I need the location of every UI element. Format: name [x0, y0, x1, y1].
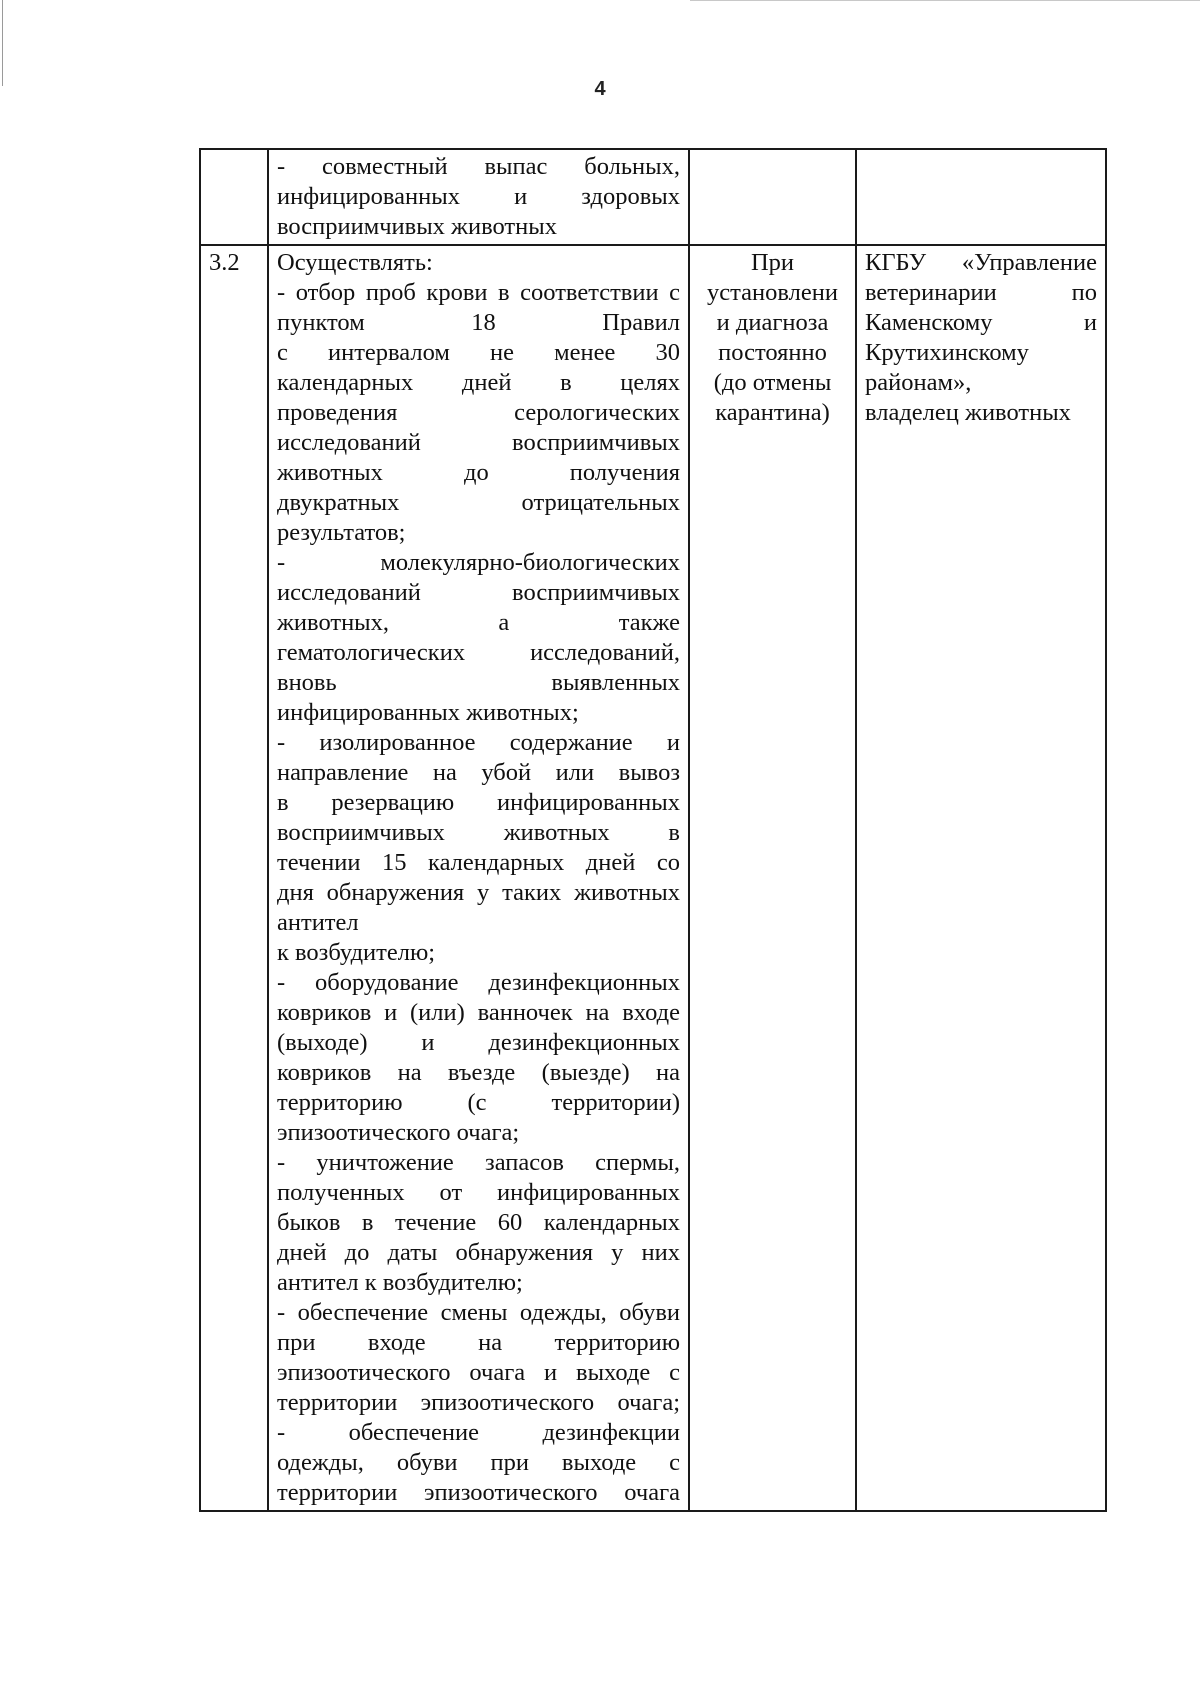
text-line: в резервацию инфицированных [277, 789, 680, 816]
measure-text [277, 248, 680, 1508]
text-line: течении 15 календарных дней со [277, 849, 680, 876]
text-line: Осуществлять: [277, 249, 433, 276]
deadline-cell [689, 245, 856, 1511]
text-line: с интервалом не менее 30 [277, 339, 680, 366]
text-line: Каменскому и [865, 309, 1097, 336]
text-line: ветеринарии по [865, 279, 1097, 306]
text-line: - совместный выпас больных, [277, 153, 680, 180]
text-line: инфицированных и здоровых [277, 183, 680, 210]
scan-top-line [690, 0, 1200, 1]
text-line: КГБУ «Управление [865, 249, 1097, 276]
deadline-text [698, 248, 847, 428]
text-line: быков в течение 60 календарных [277, 1209, 680, 1236]
responsible-cell [856, 149, 1106, 245]
text-line: - изолированное содержание и [277, 729, 680, 756]
text-line: территории эпизоотического очага [277, 1479, 680, 1506]
responsible-cell [856, 245, 1106, 1511]
text-line: территорию (с территории) [277, 1089, 680, 1116]
measure-cell [268, 245, 689, 1511]
text-line: и диагноза [716, 309, 829, 336]
text-line: - уничтожение запасов спермы, [277, 1149, 680, 1176]
measure-cell [268, 149, 689, 245]
text-line: к возбудителю; [277, 939, 436, 966]
text-line: ковриков и (или) ванночек на входе [277, 999, 680, 1026]
responsible-text [865, 248, 1097, 428]
text-line: исследований восприимчивых [277, 429, 680, 456]
text-line: карантина) [715, 399, 830, 426]
page-number: 4 [594, 78, 606, 100]
text-line: (до отмены [713, 369, 832, 396]
text-line: дней до даты обнаружения у них [277, 1239, 680, 1266]
text-line: календарных дней в целях [277, 369, 680, 396]
text-line: эпизоотического очага; [277, 1119, 520, 1146]
row-number-cell: 3.2 [200, 245, 268, 1511]
text-line: Крутихинскому [865, 339, 1029, 366]
text-line: - обеспечение дезинфекции [277, 1419, 680, 1446]
text-line: вновь выявленных [277, 669, 680, 696]
table-row [200, 149, 1106, 245]
text-line: при входе на территорию [277, 1329, 680, 1356]
text-line: владелец животных [865, 399, 1071, 426]
text-line: инфицированных животных; [277, 699, 579, 726]
text-line: При [750, 249, 795, 276]
text-line: животных до получения [277, 459, 680, 486]
text-line: районам», [865, 369, 972, 396]
text-line: животных, а также [277, 609, 680, 636]
text-line: ковриков на въезде (выезде) на [277, 1059, 680, 1086]
row-number-cell [200, 149, 268, 245]
text-line: проведения серологических [277, 399, 680, 426]
text-line: дня обнаружения у таких животных [277, 879, 680, 906]
text-line: направление на убой или вывоз [277, 759, 680, 786]
measure-text [277, 152, 680, 242]
text-line: постоянно [718, 339, 827, 366]
text-line: территории эпизоотического очага; [277, 1389, 680, 1416]
text-line: исследований восприимчивых [277, 579, 680, 606]
text-line: - молекулярно-биологических [277, 549, 680, 576]
text-line: восприимчивых животных [277, 213, 557, 240]
text-line: - оборудование дезинфекционных [277, 969, 680, 996]
deadline-cell [689, 149, 856, 245]
text-line: - обеспечение смены одежды, обуви [277, 1299, 680, 1326]
text-line: эпизоотического очага и выходе с [277, 1359, 680, 1386]
text-line: полученных от инфицированных [277, 1179, 680, 1206]
scan-edge-mark [2, 0, 3, 86]
table-row [200, 245, 1106, 1511]
measures-table [199, 148, 1107, 1512]
text-line: антител [277, 909, 359, 936]
text-line: одежды, обуви при выходе с [277, 1449, 680, 1476]
text-line: гематологических исследований, [277, 639, 680, 666]
text-line: (выходе) и дезинфекционных [277, 1029, 680, 1056]
text-line: антител к возбудителю; [277, 1269, 523, 1296]
text-line: - отбор проб крови в соответствии с [277, 279, 680, 306]
text-line: установлени [707, 279, 838, 306]
text-line: двукратных отрицательных [277, 489, 680, 516]
text-line: результатов; [277, 519, 406, 546]
text-line: пунктом 18 Правил [277, 309, 680, 336]
text-line: восприимчивых животных в [277, 819, 680, 846]
